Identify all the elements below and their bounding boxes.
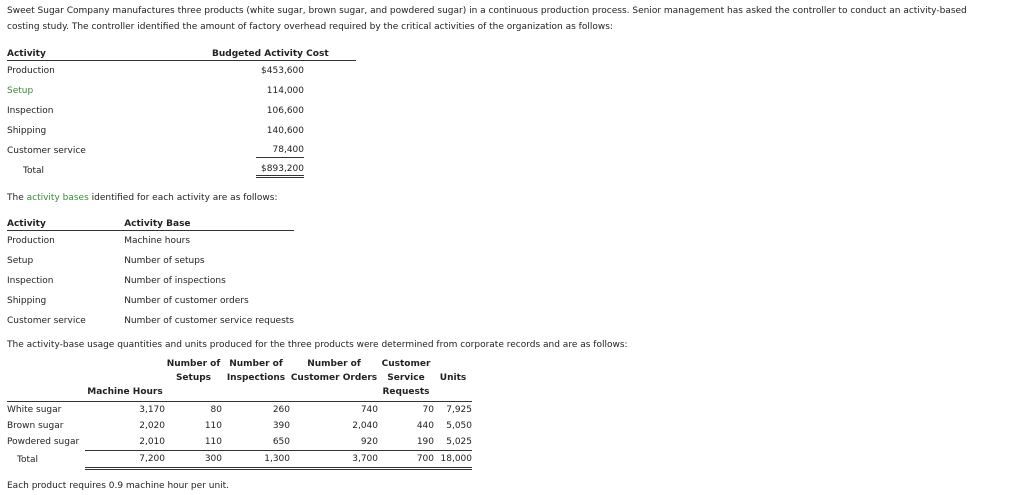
bases-base: Number of setups	[124, 256, 205, 266]
usage-units: 5,025	[434, 434, 472, 451]
usage-orders: 920	[290, 434, 378, 451]
usage-units: 7,925	[446, 405, 472, 415]
usage-table	[7, 357, 472, 470]
usage-requests: 190	[378, 434, 434, 451]
usage-total-machine-hours: 7,200	[85, 451, 165, 469]
usage-units: 5,050	[446, 421, 472, 431]
usage-product: Powdered sugar	[7, 437, 80, 448]
usage-intro: The activity-base usage quantities and units produced for the three products were determined from corporate records and are as follows:	[7, 340, 628, 350]
table-row	[7, 402, 472, 419]
usage-setups: 110	[165, 434, 222, 451]
budget-table	[7, 42, 356, 181]
usage-orders: 2,040	[352, 421, 378, 431]
usage-machine-hours: 2,010	[85, 434, 165, 451]
usage-header-product	[7, 357, 85, 402]
budget-total-cost: $893,200	[212, 161, 356, 181]
usage-header-requests: Customer Service Requests	[378, 357, 434, 402]
budget-cost: 140,600	[266, 126, 304, 136]
budget-cost: $453,600	[261, 66, 304, 76]
bases-header-activity: Activity	[7, 212, 124, 231]
usage-orders: 740	[360, 405, 378, 415]
usage-total-units: 18,000	[434, 451, 472, 469]
table-row	[7, 271, 294, 291]
bases-base: Number of inspections	[124, 276, 226, 286]
usage-header-setups: Number of Setups	[165, 357, 222, 402]
table-row	[7, 311, 294, 331]
usage-header-orders: Number of Customer Orders	[290, 357, 378, 402]
usage-setups: 80	[210, 405, 222, 415]
budget-cost: 106,600	[266, 106, 304, 116]
activity-bases-link[interactable]: activity bases	[26, 193, 89, 203]
usage-product: Brown sugar	[7, 421, 64, 431]
table-row	[7, 291, 294, 311]
budget-cost: 78,400	[212, 141, 356, 161]
usage-total-requests: 700	[378, 451, 434, 469]
budget-header-activity: Activity	[7, 42, 212, 61]
usage-requests: 70	[422, 405, 434, 415]
table-row-total	[7, 451, 472, 469]
usage-inspections: 260	[272, 405, 290, 415]
budget-activity: Customer service	[7, 146, 86, 156]
bases-table	[7, 212, 294, 331]
budget-cost: 114,000	[266, 86, 304, 96]
usage-inspections: 390	[272, 421, 290, 431]
usage-total-label: Total	[17, 454, 39, 465]
table-row	[7, 251, 294, 271]
usage-header-units: Units	[434, 357, 472, 402]
usage-machine-hours: 3,170	[139, 405, 165, 415]
table-row	[7, 61, 356, 82]
bases-header-base: Activity Base	[124, 212, 294, 231]
intro-line-1: Sweet Sugar Company manufactures three products (white sugar, brown sugar, and powdered sugar) in a continuous production process. Senior management has asked the controller to conduct an activity-based	[7, 6, 967, 16]
table-row	[7, 418, 472, 434]
table-row	[7, 231, 294, 252]
usage-setups: 110	[204, 421, 222, 431]
bases-activity: Production	[7, 236, 55, 246]
bases-activity: Setup	[7, 256, 34, 266]
budget-total-label: Total	[23, 166, 45, 176]
usage-total-setups: 300	[165, 451, 222, 469]
usage-header-machine-hours: Machine Hours	[85, 357, 165, 402]
usage-product: White sugar	[7, 405, 62, 415]
bases-base: Number of customer orders	[124, 296, 249, 306]
usage-requests: 440	[416, 421, 434, 431]
budget-header-cost: Budgeted Activity Cost	[212, 42, 356, 61]
usage-header-inspections: Number of Inspections	[222, 357, 290, 402]
table-row	[7, 434, 472, 451]
footer-note: Each product requires 0.9 machine hour per unit.	[7, 481, 230, 491]
budget-activity-setup-link[interactable]: Setup	[7, 86, 34, 96]
table-row	[7, 121, 356, 141]
intro-line-2: costing study. The controller identified the amount of factory overhead required by the critical activities of the organization as follows:	[7, 22, 613, 32]
table-row	[7, 101, 356, 121]
bases-activity: Shipping	[7, 296, 47, 306]
bases-intro: The activity bases identified for each activity are as follows:	[7, 193, 278, 203]
table-row	[7, 141, 356, 161]
table-row	[7, 81, 356, 101]
budget-activity: Shipping	[7, 126, 47, 136]
bases-activity: Customer service	[7, 316, 86, 326]
usage-inspections: 650	[222, 434, 290, 451]
table-row-total	[7, 161, 356, 181]
bases-activity: Inspection	[7, 276, 54, 286]
bases-base: Number of customer service requests	[124, 316, 294, 326]
bases-base: Machine hours	[124, 236, 191, 246]
usage-total-inspections: 1,300	[222, 451, 290, 469]
budget-activity: Production	[7, 66, 55, 76]
budget-activity: Inspection	[7, 106, 54, 116]
usage-total-orders: 3,700	[290, 451, 378, 469]
usage-machine-hours: 2,020	[139, 421, 165, 431]
